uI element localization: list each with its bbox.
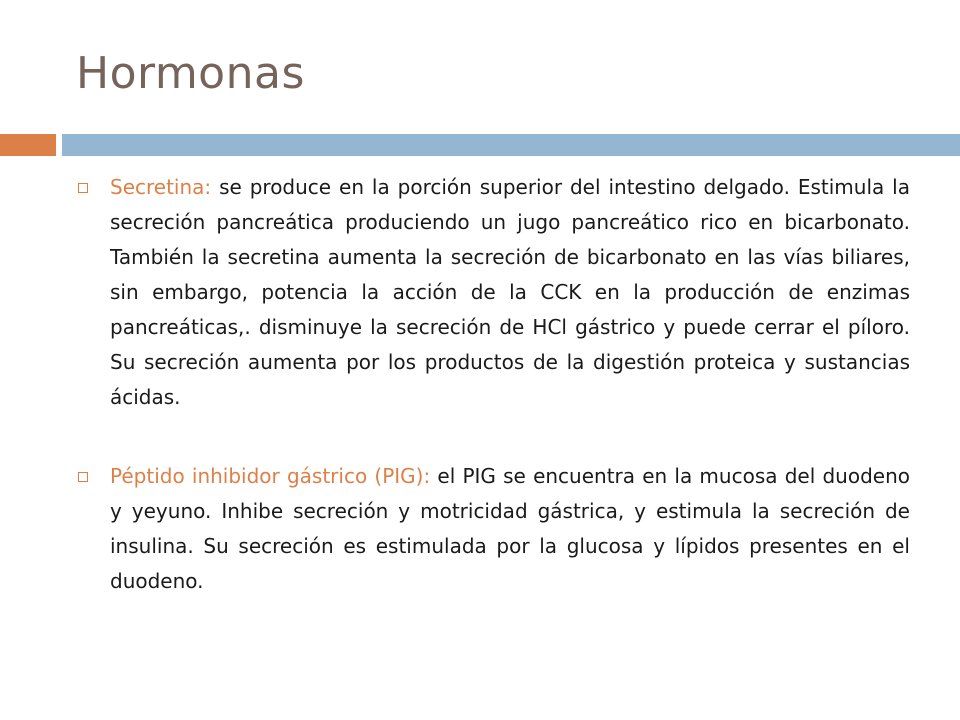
bullet-term: Secretina: [110, 175, 212, 199]
bullet-text: se produce en la porción superior del intestino delgado. Estimula la secreción pancreática produciendo un jugo pancreático rico en bicarbonato. También la secretina aumenta la secreción de bicarbonato en las vías biliares, sin embargo, potencia la acción de la CCK en la producción de enzimas pancreáticas,. disminuye la secreción de HCl gástrico y puede cerrar el píloro. Su secreción aumenta por los productos de la digestión proteica y sustancias ácidas. [110, 175, 910, 409]
bullet-secretina [76, 170, 910, 415]
slide-content [76, 170, 910, 599]
bullet-text: el PIG se encuentra en la mucosa del duodeno y yeyuno. Inhibe secreción y motricidad gástrica, y estimula la secreción de insulina. Su secreción es estimulada por la glucosa y lípidos presentes en el duodeno. [110, 464, 910, 593]
bullet-term: Péptido inhibidor gástrico (PIG): [110, 464, 431, 488]
bullet-pig [76, 459, 910, 599]
title-accent-bar [0, 134, 56, 156]
title-divider-bar [62, 134, 960, 156]
slide-title: Hormonas [76, 48, 305, 99]
square-bullet-icon [78, 183, 88, 193]
square-bullet-icon [78, 472, 88, 482]
